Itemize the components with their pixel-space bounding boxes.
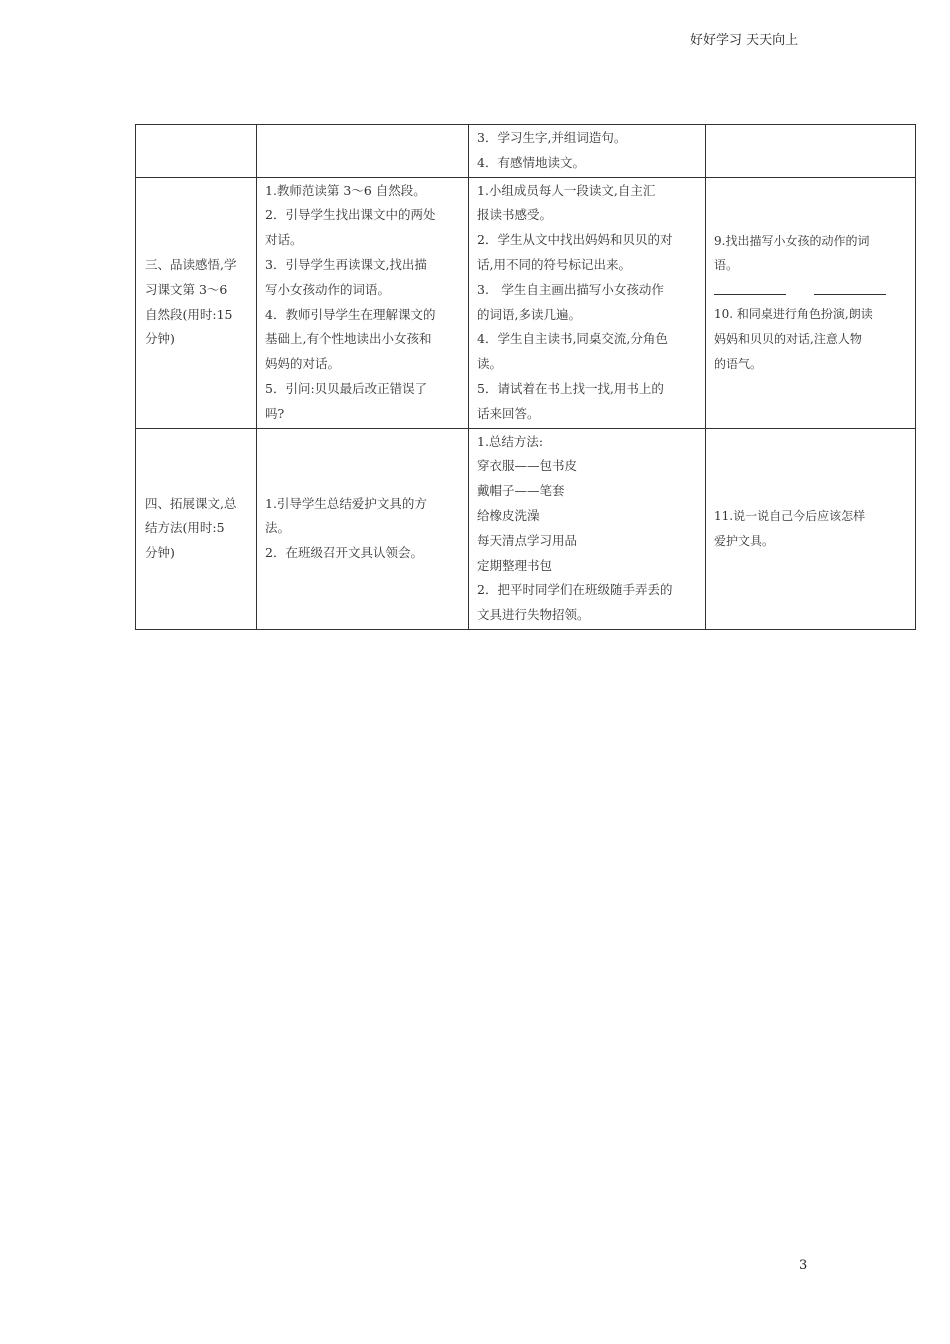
text-line: 的语气。	[714, 356, 763, 371]
text-line: 语。	[714, 258, 739, 273]
text-line: 三、品读感悟,学	[145, 256, 237, 272]
text-line: 爱护文具。	[714, 533, 775, 548]
text-line: 1.教师范读第 3～6 自然段。	[265, 182, 426, 198]
teacher-activity-cell	[257, 177, 469, 428]
text-line: 对话。	[265, 232, 303, 248]
text-line: 分钟)	[145, 545, 175, 561]
text-line: 给橡皮洗澡	[477, 507, 540, 523]
table-row	[136, 125, 916, 178]
text-line: 法。	[265, 520, 291, 536]
text-line: 写小女孩动作的词语。	[265, 281, 391, 297]
exercise-cell	[706, 177, 916, 428]
text-line: 妈妈和贝贝的对话,注意人物	[714, 331, 862, 346]
text-line: 定期整理书包	[477, 557, 553, 573]
text-line: 3．引导学生再读课文,找出描	[265, 256, 427, 272]
text-line: 话,用不同的符号标记出来。	[477, 256, 631, 272]
text-line: 话来回答。	[477, 405, 540, 421]
text-line: 4．教师引导学生在理解课文的	[265, 306, 436, 322]
text-line: 吗?	[265, 405, 285, 421]
page-number: 3	[799, 1258, 808, 1273]
text-line: 基础上,有个性地读出小女孩和	[265, 331, 432, 347]
exercise-cell	[706, 125, 916, 178]
text-line: 的词语,多读几遍。	[477, 306, 581, 322]
text-line: 10. 和同桌进行角色扮演,朗读	[714, 307, 873, 322]
text-line: 自然段(用时:15	[145, 306, 233, 322]
text-line: 分钟)	[145, 331, 175, 347]
text-line: 4．学生自主读书,同桌交流,分角色	[477, 331, 668, 347]
text-line: 穿衣服——包书皮	[477, 458, 578, 474]
text-line: 9.找出描写小女孩的动作的词	[714, 233, 870, 248]
text-line: 2．在班级召开文具认领会。	[265, 545, 423, 561]
exercise-cell	[706, 428, 916, 629]
text-line: 3．学习生字,并组词造句。	[477, 130, 627, 145]
text-line: 1.引导学生总结爱护文具的方	[265, 495, 427, 511]
text-line: 4．有感情地读文。	[477, 154, 585, 170]
stage-cell	[136, 125, 257, 178]
stage-cell	[136, 428, 257, 629]
text-line: 文具进行失物招领。	[477, 607, 590, 623]
text-line: 2．把平时同学们在班级随手弄丢的	[477, 582, 673, 598]
text-line: 报读书感受。	[477, 207, 553, 223]
table-row	[136, 177, 916, 428]
text-line: 2．学生从文中找出妈妈和贝贝的对	[477, 232, 673, 248]
text-line: 结方法(用时:5	[145, 520, 225, 536]
text-line: 1.总结方法:	[477, 433, 544, 449]
teacher-activity-cell	[257, 125, 469, 178]
text-line: 读。	[477, 356, 503, 372]
stage-cell	[136, 177, 257, 428]
text-line: 5．请试着在书上找一找,用书上的	[477, 380, 664, 396]
text-line: 2．引导学生找出课文中的两处	[265, 207, 436, 223]
text-line: 妈妈的对话。	[265, 356, 341, 372]
student-activity-cell	[469, 428, 706, 629]
answer-blank	[814, 294, 886, 295]
student-activity-cell	[469, 125, 706, 178]
text-line: 戴帽子——笔套	[477, 483, 565, 499]
text-line: 3. 学生自主画出描写小女孩动作	[477, 281, 664, 297]
text-line: 每天清点学习用品	[477, 532, 578, 548]
text-line: 习课文第 3～6	[145, 281, 228, 297]
lesson-plan-table	[135, 124, 916, 630]
text-line: 11.说一说自己今后应该怎样	[714, 508, 866, 523]
answer-blanks	[714, 278, 907, 302]
text-line: 1.小组成员每人一段读文,自主汇	[477, 182, 656, 198]
header-slogan: 好好学习 天天向上	[690, 33, 799, 48]
answer-blank	[714, 294, 786, 295]
text-line: 四、拓展课文,总	[145, 495, 237, 511]
table-row	[136, 428, 916, 629]
text-line: 5．引问:贝贝最后改正错误了	[265, 380, 428, 396]
teacher-activity-cell	[257, 428, 469, 629]
student-activity-cell	[469, 177, 706, 428]
